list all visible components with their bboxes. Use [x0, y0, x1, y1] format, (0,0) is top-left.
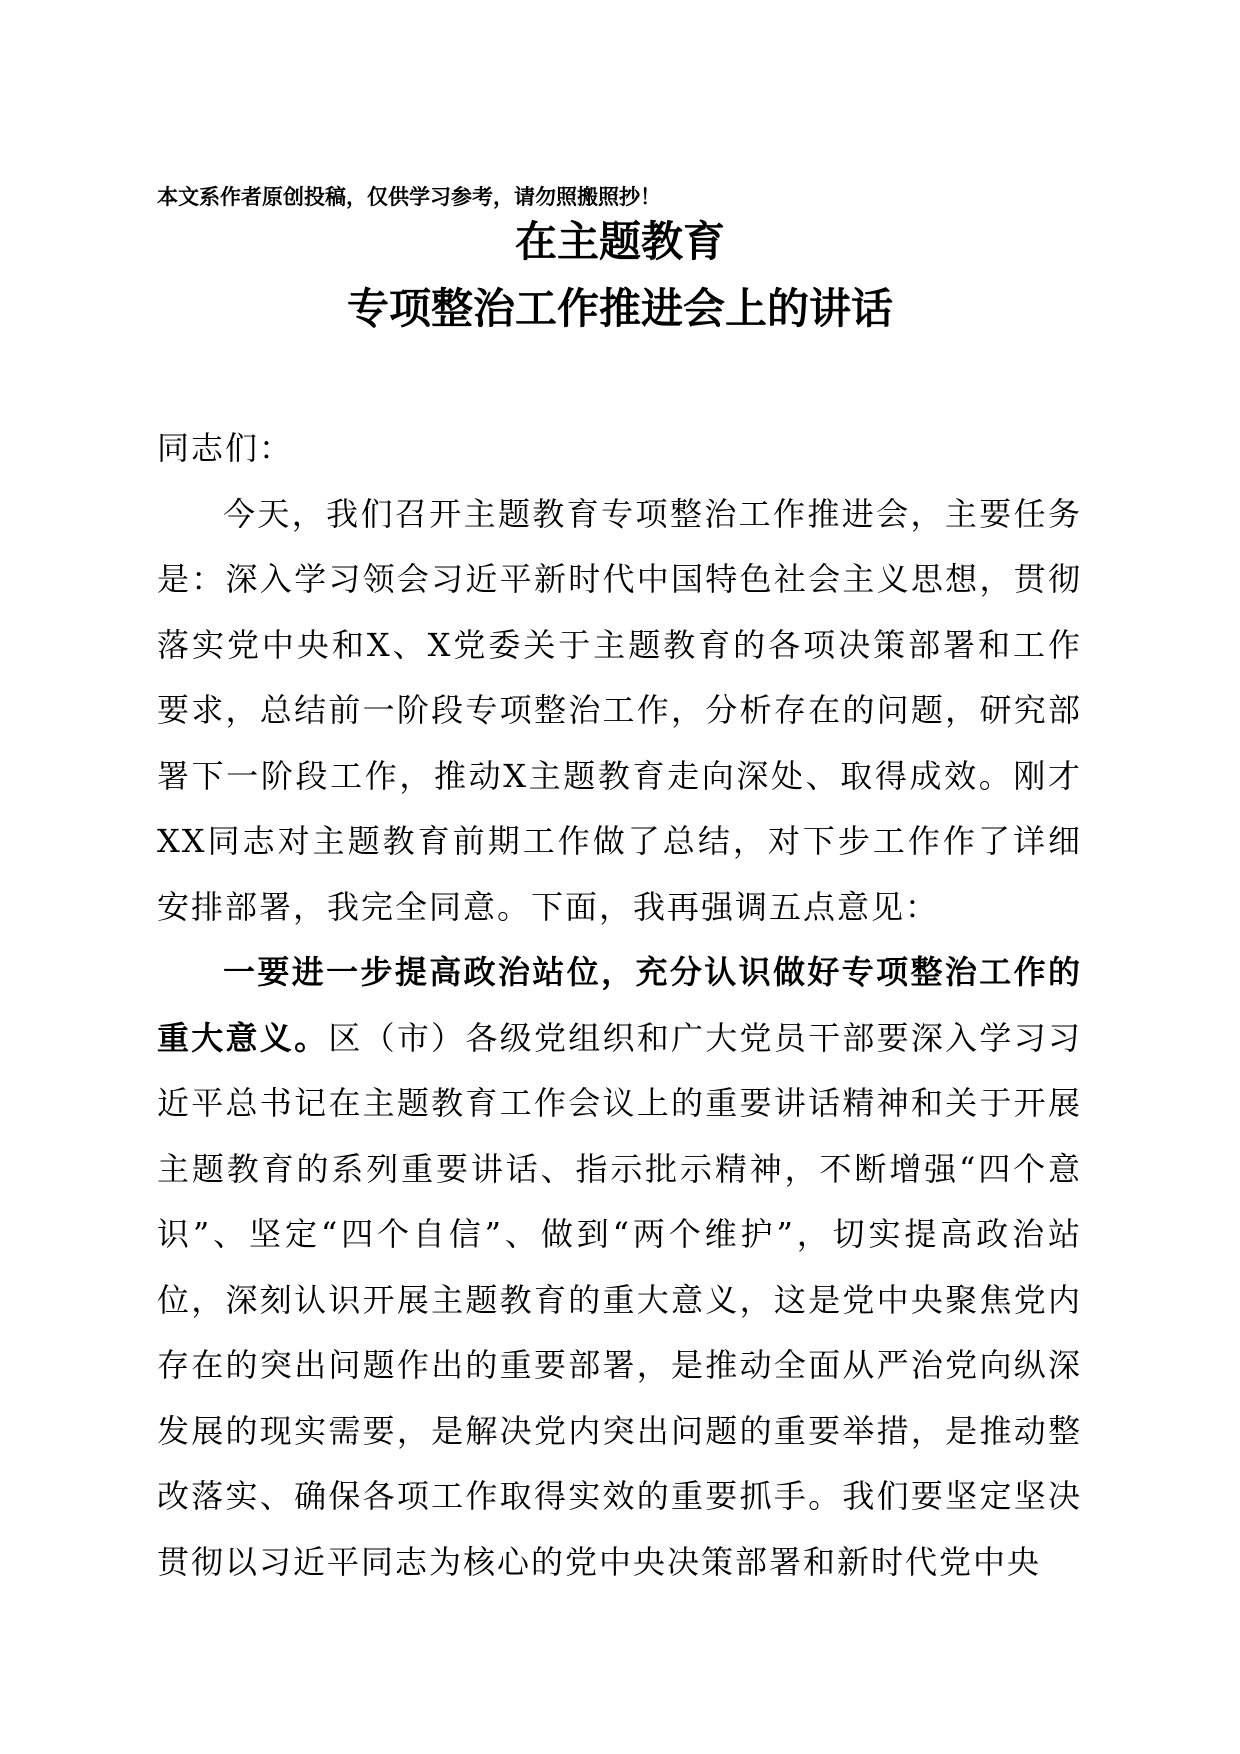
salutation: 同志们：: [157, 429, 294, 467]
document-body: [157, 416, 1082, 1595]
paragraph-point-one-body: 区（市）各级党组织和广大党员干部要深入学习习近平总书记在主题教育工作会议上的重要讲话精神和关于开展主题教育的系列重要讲话、指示批示精神，不断增强“四个意识”、坚定“四个自信”、做到“两个维护”，切实提高政治站位，深刻认识开展主题教育的重大意义，这是党中央聚焦党内存在的突出问题作出的重要部署，是推动全面从严治党向纵深发展的现实需要，是解决党内突出问题的重要举措，是推动整改落实、确保各项工作取得实效的重要抓手。我们要坚定坚决贯彻以习近平同志为核心的党中央决策部署和新时代党中央: [157, 1018, 1082, 1581]
paragraph-intro: 今天，我们召开主题教育专项整治工作推进会，主要任务是：深入学习领会习近平新时代中国特色社会主义思想，贯彻落实党中央和X、X党委关于主题教育的各项决策部署和工作要求，总结前一阶段专项整治工作，分析存在的问题，研究部署下一阶段工作，推动X主题教育走向深处、取得成效。刚才XX同志对主题教育前期工作做了总结，对下步工作作了详细安排部署，我完全同意。下面，我再强调五点意见：: [157, 494, 1082, 926]
copyright-notice: 本文系作者原创投稿，仅供学习参考，请勿照搬照抄！: [157, 184, 661, 209]
document-title-line-2: 专项整治工作推进会上的讲话: [346, 284, 893, 333]
document-title-line-1: 在主题教育: [514, 217, 725, 266]
paragraph-point-one: [157, 940, 1082, 1595]
paragraph-point-one-lead: 一要进一步提高政治站位，充分认识做好专项整治工作的重大意义。: [157, 953, 1082, 1057]
